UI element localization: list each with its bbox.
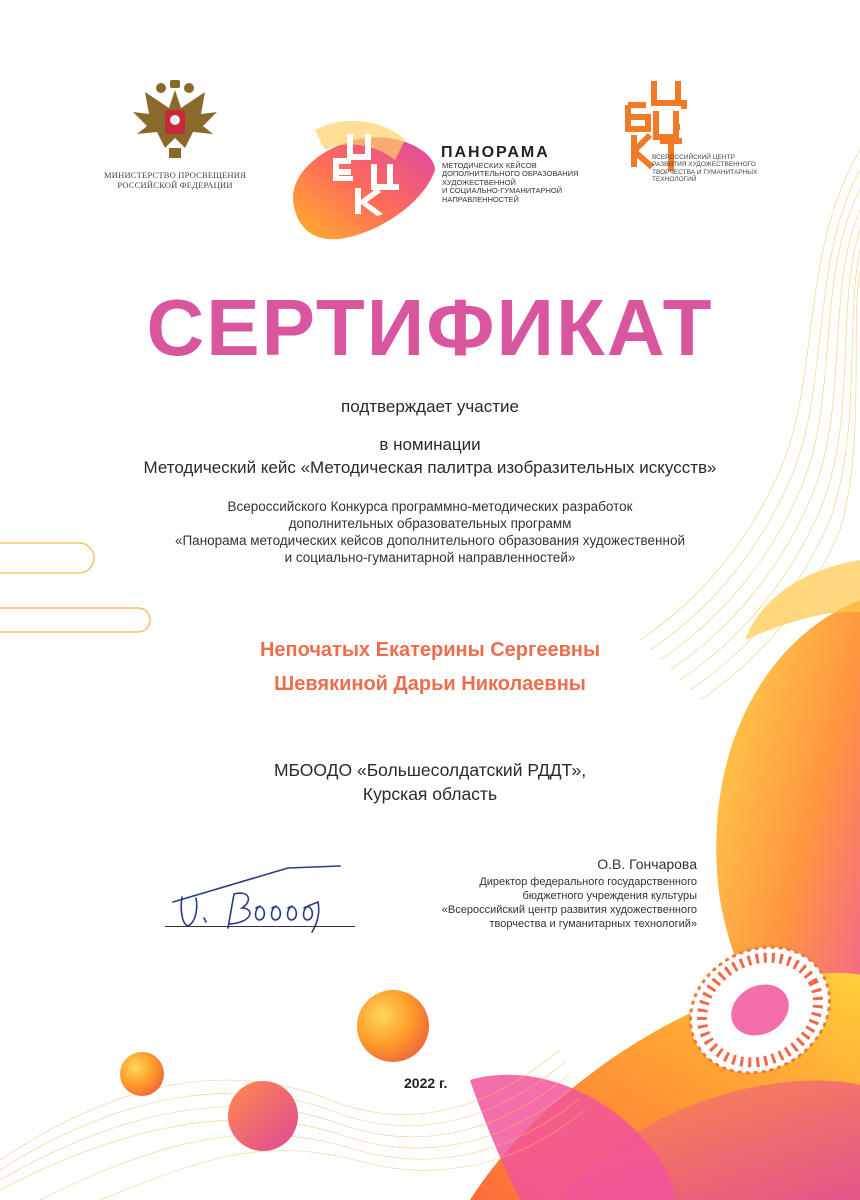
contest-line: дополнительных образовательных программ [288,516,572,531]
double-headed-eagle-emblem [125,78,225,164]
participant-name: Непочатых Екатерины Сергеевны [259,639,601,661]
nomination-title: Методический кейс «Методическая палитра изобразительных искусств» [143,458,717,477]
contest-line: Всероссийского Конкурса программно-методических разработок [227,499,633,514]
confirms-participation: подтверждает участие [341,397,519,416]
panorama-ribbon-mark [285,110,445,250]
signer-role [400,875,697,931]
issue-year: 2022 г. [404,1075,448,1091]
signer-block [400,856,697,931]
panorama-subtitle-line: МЕТОДИЧЕСКИХ КЕЙСОВ [442,161,537,170]
ball-large [357,990,429,1062]
panorama-subtitle-line: ХУДОЖЕСТВЕННОЙ [442,177,516,187]
vcrht-caption-line: РАЗВИТИЯ ХУДОЖЕСТВЕННОГО [652,161,756,169]
ball-small-left [120,1052,164,1096]
ministry-logo [100,78,250,190]
signer-role-line: Директор федерального государственного [479,876,697,888]
organization-region: Курская область [362,784,498,804]
nomination-label: в номинации [379,435,481,454]
contest-description [0,498,860,566]
panorama-title: ПАНОРАМА [441,144,550,161]
vcrht-caption-line: ВСЕРОССИЙСКИЙ ЦЕНТР [652,154,735,161]
ministry-name-line-2: РОССИЙСКОЙ ФЕДЕРАЦИИ [117,180,233,190]
vcrht-caption-line: ТВОРЧЕСТВА И ГУМАНИТАРНЫХ [652,168,758,176]
signer-role-line: бюджетного учреждения культуры [522,890,697,902]
signature-line [165,926,355,927]
signer-role-line: «Всероссийский центр развития художественного [441,904,697,916]
organization-name: МБООДО «Большесолдатский РДДТ», [273,760,587,780]
panorama-logo [285,110,585,250]
panorama-subtitle [442,162,592,204]
certificate-title: СЕРТИФИКАТ [146,283,714,372]
panorama-subtitle-line: ДОПОЛНИТЕЛЬНОГО ОБРАЗОВАНИЯ [442,169,579,179]
panorama-subtitle-line: И СОЦИАЛЬНО-ГУМАНИТАРНОЙ [442,186,563,196]
signer-role-line: творчества и гуманитарных технологий» [489,918,697,930]
outline-pill-2 [0,608,150,632]
vcrht-caption-line: ТЕХНОЛОГИЙ [652,176,697,184]
participant-name: Шевякиной Дарьи Николаевны [274,673,586,695]
contest-line: и социально-гуманитарной направленностей» [284,550,576,565]
vcrht-caption [652,154,762,184]
panorama-subtitle-line: НАПРАВЛЕННОСТЕЙ [442,194,519,204]
ball-pink [228,1081,298,1151]
contest-line: «Панорама методических кейсов дополнительного образования художественной [174,533,686,548]
signer-name: О.В. Гончарова [597,856,697,872]
ministry-name-line-1: МИНИСТЕРСТВО ПРОСВЕЩЕНИЯ [104,170,246,180]
